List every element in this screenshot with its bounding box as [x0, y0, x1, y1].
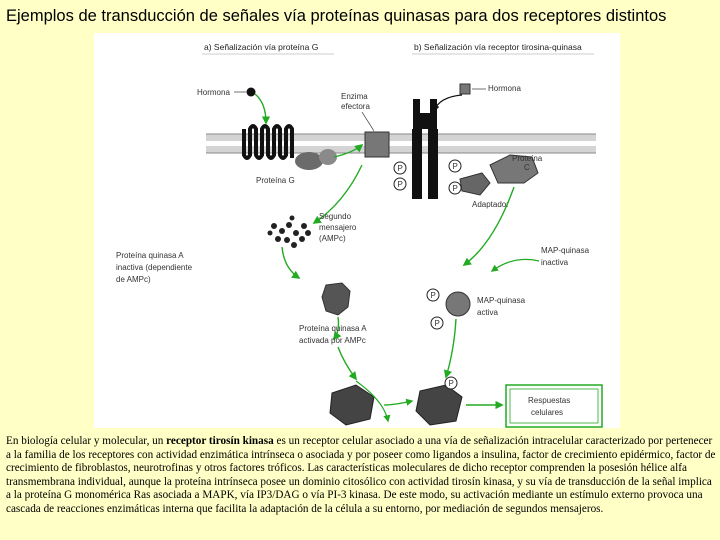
proteina-c-label-1: Proteína: [512, 154, 543, 163]
respuestas-label-2: celulares: [531, 408, 564, 417]
enzima-efectora: [365, 132, 389, 157]
p-label: P: [452, 184, 458, 193]
header-a: a) Señalización vía proteína G: [204, 42, 319, 52]
header-b: b) Señalización vía receptor tirosina-quinasa: [414, 42, 582, 52]
segundo-label-2: mensajero: [319, 223, 357, 232]
signal-transduction-diagram: [94, 33, 620, 428]
segundo-label-1: Segundo: [319, 212, 352, 221]
p-label: P: [397, 164, 403, 173]
segundo-label-3: (AMPc): [319, 234, 346, 243]
p-label: P: [397, 180, 403, 189]
page-title: Ejemplos de transducción de señales vía proteínas quinasas para dos receptores distintos: [6, 7, 667, 25]
respuestas-label-1: Respuestas: [528, 396, 571, 405]
hormona-a-label: Hormona: [197, 88, 230, 97]
map-activa-label-1: MAP-quinasa: [477, 296, 526, 305]
pka-inactiva-shape: [322, 283, 350, 315]
description-paragraph: [6, 435, 716, 517]
adaptador-shape: [460, 173, 490, 195]
hormona-a-ligand: [247, 88, 256, 97]
target-protein-b: [416, 385, 462, 425]
pka-activa-label-1: Proteína quinasa A: [299, 324, 367, 333]
hormona-b-label: Hormona: [488, 84, 521, 93]
enzima-label-1: Enzima: [341, 92, 368, 101]
p-label: P: [430, 291, 436, 300]
paragraph-term: receptor tirosín kinasa: [166, 435, 274, 447]
g-protein-receptor: [244, 126, 292, 158]
p-label: P: [434, 319, 440, 328]
phospho-markers: [394, 160, 461, 194]
map-quinasa-activa: [446, 292, 470, 316]
pka-inactiva-label-1: Proteína quinasa A: [116, 251, 184, 260]
p-label: P: [448, 379, 454, 388]
hormona-b-ligand: [460, 84, 470, 94]
map-inactiva-label-2: inactiva: [541, 258, 569, 267]
paragraph-intro: En biología celular y molecular, un: [6, 435, 167, 447]
pka-inactiva-label-2: inactiva (dependiente: [116, 263, 193, 272]
target-protein-a: [330, 385, 374, 425]
map-inactiva-label-1: MAP-quinasa: [541, 246, 590, 255]
proteina-g-label: Proteína G: [256, 176, 295, 185]
p-label: P: [452, 162, 458, 171]
second-messenger-ampc: [268, 216, 312, 249]
enzima-label-2: efectora: [341, 102, 370, 111]
proteina-c-label-2: C: [524, 163, 530, 172]
respuestas-box: [506, 385, 602, 427]
map-activa-label-2: activa: [477, 308, 498, 317]
cell-membrane: [206, 134, 596, 153]
pka-inactiva-label-3: de AMPc): [116, 275, 151, 284]
pka-activa-label-2: activada por AMPc: [299, 336, 366, 345]
paragraph-body: es un receptor celular asociado a una vía de señalización intracelular caracterizado por pertenecer a la familia de los receptores con actividad enzimática intrínseca o asociada y por poseer como ligandos a insulina, factor de crecimiento epidérmico, factor de crecimiento de fibroblastos, neurotrofinas y otros factores tróficos. Las características moleculares de dicho receptor comprenden la posesión hélice alfa transmembrana individual, aunque la proteína intrínseca posee un dominio citosólico con actividad tirosín kinasa, y su vía de transducción de la señal implica a la proteína G monomérica Ras asociada a MAPK, vía IP3/DAG o vía PI-3 kinasa. De este modo, su activación mediante un estímulo externo provoca una cascada de reacciones enzimáticas interna que facilita la adaptación de la célula a su entorno, por mediación de segundos mensajeros.: [6, 435, 716, 515]
adaptador-label: Adaptador: [472, 200, 509, 209]
